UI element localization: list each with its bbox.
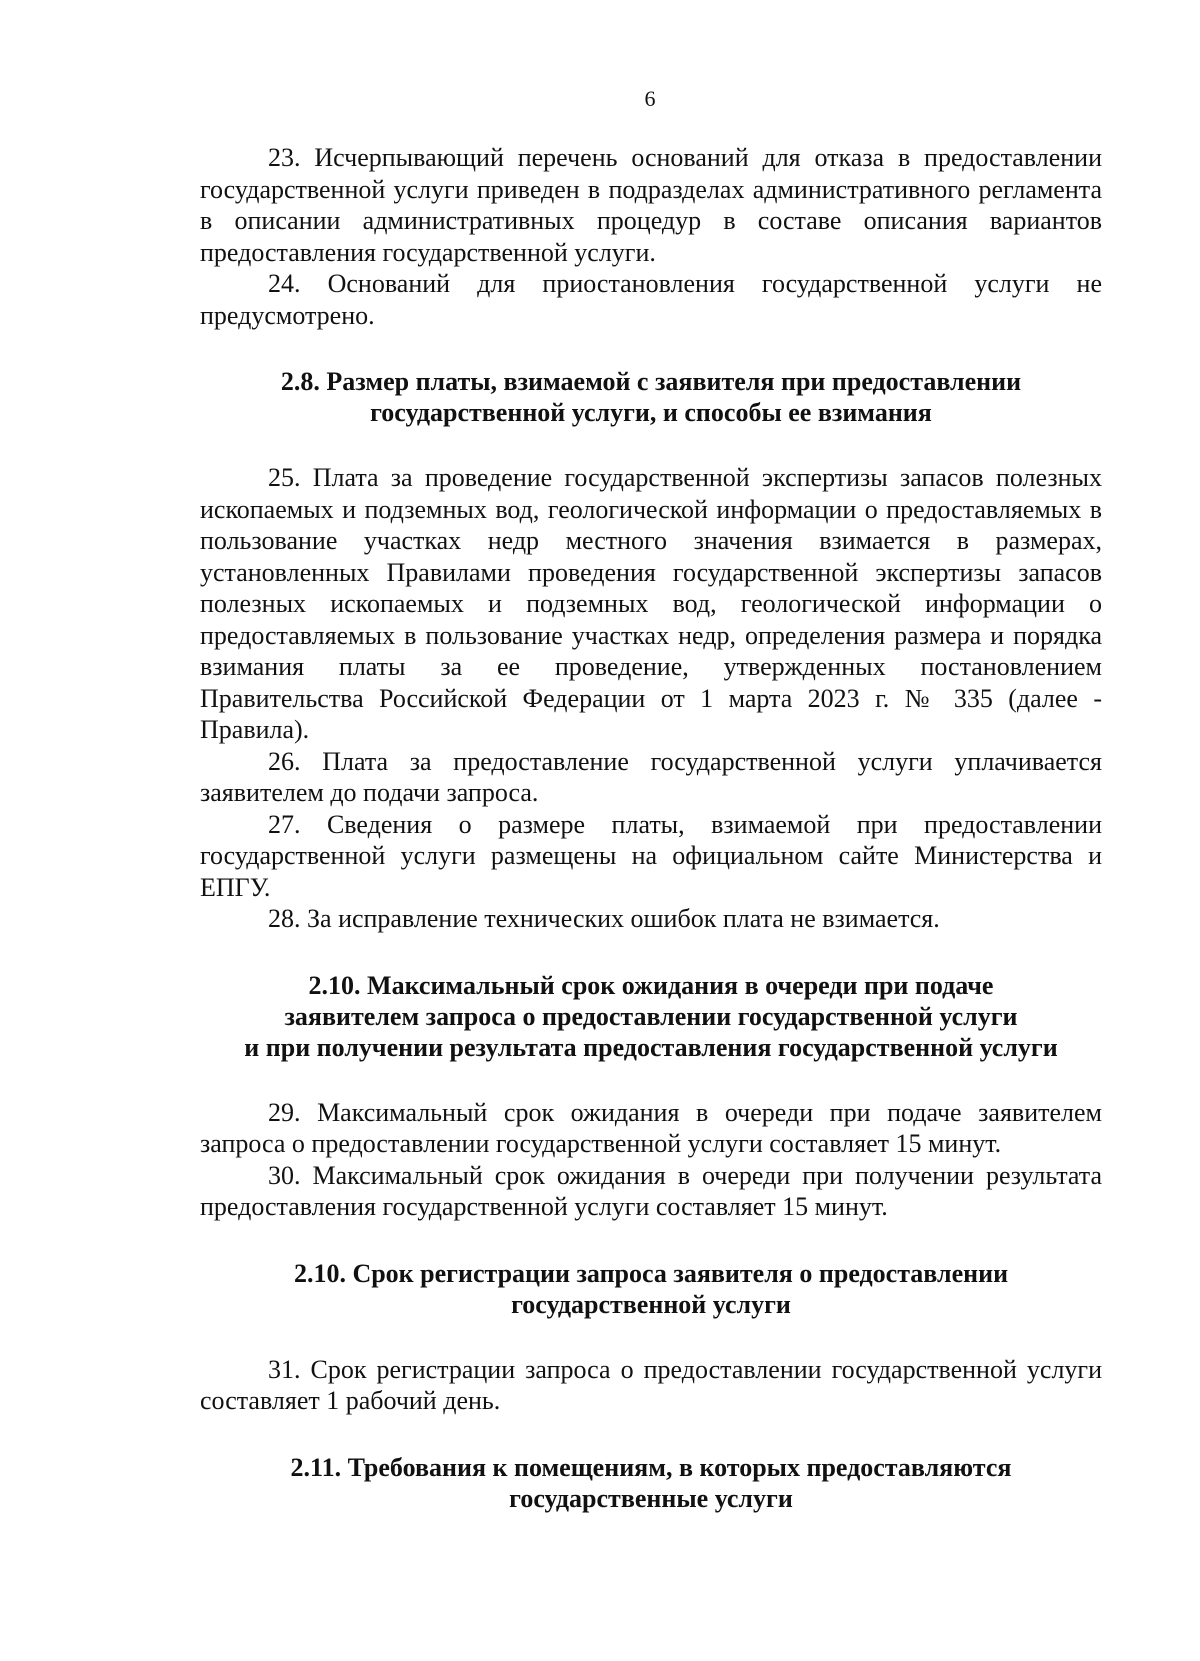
document-body bbox=[200, 142, 1102, 1548]
paragraph-26: 26. Плата за предоставление государственной услуги уплачивается заявителем до подачи запроса. bbox=[200, 746, 1102, 807]
heading-line: государственной услуги bbox=[511, 1289, 791, 1319]
page-number: 6 bbox=[644, 86, 656, 111]
heading-line: государственной услуги, и способы ее взимания bbox=[370, 398, 932, 427]
paragraph-23: 23. Исчерпывающий перечень оснований для отказа в предоставлении государственной услуги приведен в подразделах административного регламента в описании административных процедур в составе описания вариантов предоставления государственной услуги. bbox=[200, 143, 1102, 267]
paragraph-28: 28. За исправление технических ошибок плата не взимается. bbox=[268, 904, 940, 933]
heading-line: заявителем запроса о предоставлении государственной услуги bbox=[284, 1001, 1018, 1031]
heading-line: 2.8. Размер платы, взимаемой с заявителя при предоставлении bbox=[280, 367, 1022, 396]
section-heading-2-8 bbox=[200, 366, 1102, 428]
paragraph-25: 25. Плата за проведение государственной экспертизы запасов полезных ископаемых и подземных вод, геологической информации о предоставляемых в пользование участках недр местного значения взимается в размерах, установленных Правилами проведения государственной экспертизы запасов полезных ископаемых и подземных вод, геологической информации о предоставляемых в пользование участках недр, определения размера и порядка взимания платы за ее проведение, утвержденных постановлением Правительства Российской Федерации от 1 марта 2023 г. № 335 (далее - Правила). bbox=[200, 463, 1102, 744]
heading-line: 2.11. Требования к помещениям, в которых предоставляются bbox=[290, 1452, 1012, 1482]
heading-line: государственные услуги bbox=[509, 1483, 793, 1513]
paragraph-27: 27. Сведения о размере платы, взимаемой при предоставлении государственной услуги размещены на официальном сайте Министерства и ЕПГУ. bbox=[200, 809, 1102, 902]
paragraph-29: 29. Максимальный срок ожидания в очереди при подаче заявителем запроса о предоставлении государственной услуги составляет 15 минут. bbox=[200, 1097, 1102, 1158]
paragraph-30: 30. Максимальный срок ожидания в очереди при получении результата предоставления государственной услуги составляет 15 минут. bbox=[200, 1160, 1102, 1221]
paragraph-31: 31. Срок регистрации запроса о предоставлении государственной услуги составляет 1 рабочий день. bbox=[200, 1354, 1102, 1415]
section-heading-2-10-queue bbox=[200, 970, 1102, 1063]
paragraph-24: 24. Оснований для приостановления государственной услуги не предусмотрено. bbox=[200, 269, 1102, 330]
heading-line: и при получении результата предоставления государственной услуги bbox=[244, 1032, 1058, 1062]
section-heading-2-11 bbox=[200, 1452, 1102, 1514]
heading-line: 2.10. Срок регистрации запроса заявителя о предоставлении bbox=[293, 1258, 1009, 1288]
heading-line: 2.10. Максимальный срок ожидания в очереди при подаче bbox=[308, 970, 994, 1000]
section-heading-2-10-registration bbox=[200, 1258, 1102, 1320]
